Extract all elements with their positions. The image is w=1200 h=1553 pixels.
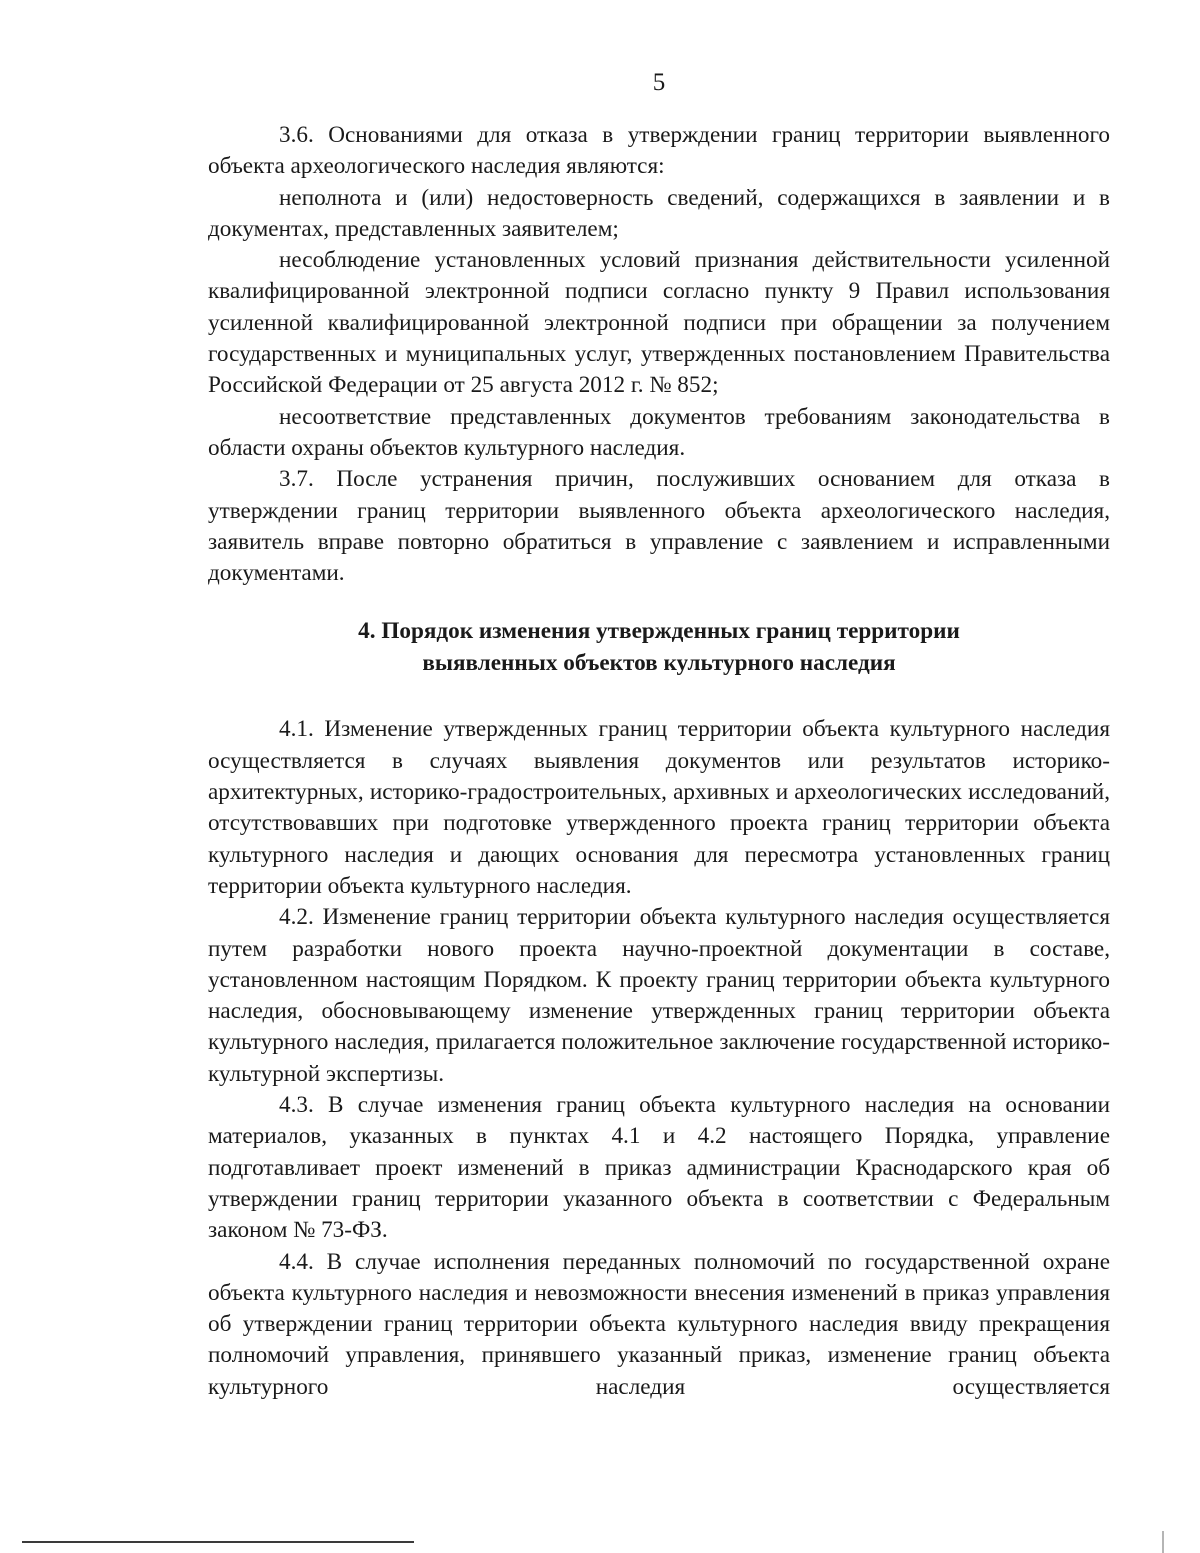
scan-edge-mark [1162, 1531, 1164, 1553]
scan-edge-line [22, 1541, 414, 1543]
page-number: 5 [652, 69, 666, 96]
paragraph-4-1: 4.1. Изменение утвержденных границ территории объекта культурного наследия осуществляется в случаях выявления документов или результатов историко-архитектурных, историко-градостроительных, архивных и археологических исследований, отсутствовавших при подготовке утвержденного проекта границ территории объекта культурного наследия и дающих основания для пересмотра установленных границ территории объекта культурного наследия. [208, 716, 1110, 899]
paragraph-4-2: 4.2. Изменение границ территории объекта культурного наследия осуществляется путем разработки нового проекта научно-проектной документации в составе, установленном настоящим Порядком. К проекту границ территории объекта культурного наследия, обосновывающему изменение утвержденных границ территории объекта культурного наследия, прилагается положительное заключение государственной историко-культурной экспертизы. [208, 904, 1110, 1087]
document-body [208, 120, 1110, 1403]
paragraph-4-3: 4.3. В случае изменения границ объекта культурного наследия на основании материалов, указанных в пунктах 4.1 и 4.2 настоящего Порядка, управление подготавливает проект изменений в приказ администрации Краснодарского края об утверждении границ территории указанного объекта в соответствии с Федеральным законом № 73-ФЗ. [208, 1092, 1110, 1244]
section-4-heading-line-2: выявленных объектов культурного наследия [422, 649, 896, 676]
section-4-heading [208, 616, 1110, 679]
paragraph-3-7: 3.7. После устранения причин, послуживших основанием для отказа в утверждении границ территории выявленного объекта археологического наследия, заявитель вправе повторно обратиться в управление с заявлением и исправленными документами. [208, 466, 1110, 587]
paragraph-reason-noncompliance: несоответствие представленных документов требованиям законодательства в области охраны объектов культурного наследия. [208, 403, 1110, 461]
paragraph-reason-signature: несоблюдение установленных условий признания действительности усиленной квалифицированной электронной подписи согласно пункту 9 Правил использования усиленной квалифицированной электронной подписи при обращении за получением государственных и муниципальных услуг, утвержденных постановлением Правительства Российской Федерации от 25 августа 2012 г. № 852; [208, 247, 1110, 399]
paragraph-reason-incomplete: неполнота и (или) недостоверность сведений, содержащихся в заявлении и в документах, представленных заявителем; [208, 184, 1110, 242]
paragraph-4-4: 4.4. В случае исполнения переданных полномочий по государственной охране объекта культурного наследия и невозможности внесения изменений в приказ управления об утверждении границ территории объекта культурного наследия ввиду прекращения полномочий управления, принявшего указанный приказ, изменение границ объекта культурного наследия осуществляется [208, 1248, 1110, 1400]
paragraph-3-6: 3.6. Основаниями для отказа в утверждении границ территории выявленного объекта археологического наследия являются: [208, 122, 1110, 180]
section-4-heading-line-1: 4. Порядок изменения утвержденных границ территории [358, 618, 960, 645]
